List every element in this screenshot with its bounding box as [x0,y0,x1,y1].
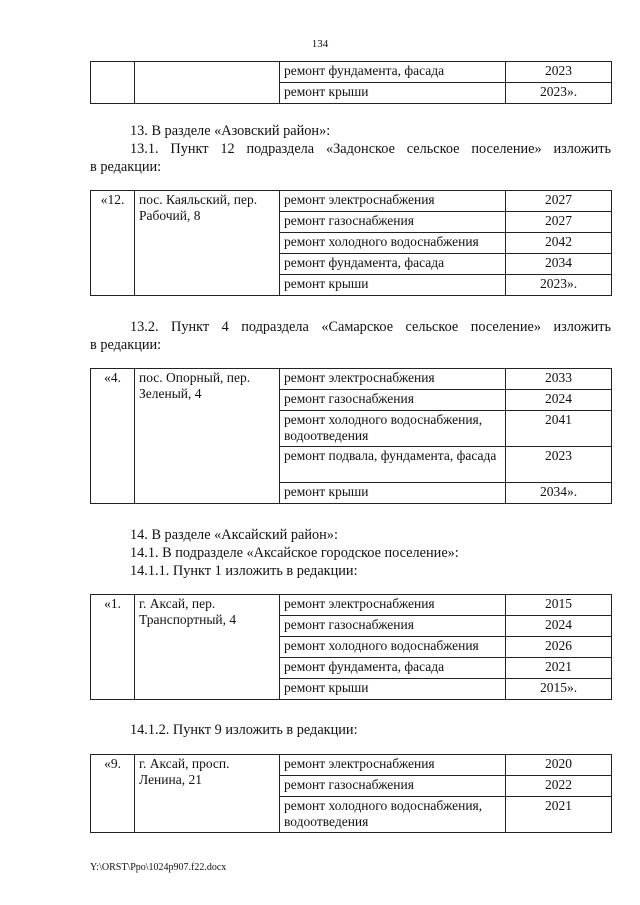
section-13-1-line1: 13.1. Пункт 12 подраздела «Задонское сельское поселение» изложить [130,141,611,157]
table-row [91,369,612,390]
year-cell: 2034 [506,254,612,275]
work-cell: ремонт холодного водоснабжения [280,637,506,658]
table-azov-zadonskoe [90,190,612,296]
work-cell: ремонт подвала, фундамента, фасада [280,447,506,483]
section-13-2-line2: в редакции: [90,337,162,353]
table-aksai-punkt-1 [90,594,612,700]
file-path-footer: Y:\ORST\Ppo\1024p907.f22.docx [90,862,227,873]
number-cell [91,62,135,104]
year-cell: 2015 [506,595,612,616]
work-cell: ремонт электроснабжения [280,755,506,776]
number-cell: «9. [91,755,135,833]
work-cell: ремонт крыши [280,679,506,700]
year-cell: 2027 [506,191,612,212]
year-cell: 2024 [506,616,612,637]
work-cell: ремонт холодного водоснабжения, водоотведения [280,797,506,833]
year-cell: 2023». [506,275,612,296]
work-cell: ремонт газоснабжения [280,776,506,797]
year-cell: 2023 [506,62,612,83]
year-cell: 2022 [506,776,612,797]
year-cell: 2023». [506,83,612,104]
address-cell: г. Аксай, просп. Ленина, 21 [135,755,280,833]
section-13-heading: 13. В разделе «Азовский район»: [130,123,331,139]
work-cell: ремонт газоснабжения [280,212,506,233]
year-cell: 2015». [506,679,612,700]
address-cell: пос. Опорный, пер. Зеленый, 4 [135,369,280,504]
address-cell: г. Аксай, пер. Транспортный, 4 [135,595,280,700]
year-cell: 2020 [506,755,612,776]
section-13-2-line1: 13.2. Пункт 4 подраздела «Самарское сельское поселение» изложить [130,319,611,335]
number-cell: «1. [91,595,135,700]
work-cell: ремонт крыши [280,83,506,104]
year-cell: 2021 [506,797,612,833]
year-cell: 2034». [506,483,612,504]
page-number: 134 [311,38,329,50]
table-row [91,62,612,83]
year-cell: 2033 [506,369,612,390]
work-cell: ремонт электроснабжения [280,191,506,212]
address-cell [135,62,280,104]
year-cell: 2024 [506,390,612,411]
work-cell: ремонт газоснабжения [280,616,506,637]
year-cell: 2023 [506,447,612,483]
table-aksai-punkt-9 [90,754,612,833]
work-cell: ремонт холодного водоснабжения, водоотведения [280,411,506,447]
section-13-1-line2: в редакции: [90,159,162,175]
year-cell: 2042 [506,233,612,254]
year-cell: 2021 [506,658,612,679]
work-cell: ремонт электроснабжения [280,369,506,390]
work-cell: ремонт электроснабжения [280,595,506,616]
section-14-1-text: 14.1. В подразделе «Аксайское городское поселение»: [130,545,459,561]
work-cell: ремонт фундамента, фасада [280,658,506,679]
year-cell: 2026 [506,637,612,658]
section-14-heading: 14. В разделе «Аксайский район»: [130,527,338,543]
work-cell: ремонт холодного водоснабжения [280,233,506,254]
year-cell: 2041 [506,411,612,447]
year-cell: 2027 [506,212,612,233]
table-row [91,755,612,776]
work-cell: ремонт фундамента, фасада [280,254,506,275]
work-cell: ремонт фундамента, фасада [280,62,506,83]
section-14-1-2-text: 14.1.2. Пункт 9 изложить в редакции: [130,722,358,738]
number-cell: «12. [91,191,135,296]
work-cell: ремонт газоснабжения [280,390,506,411]
table-azov-samarskoe [90,368,612,504]
address-cell: пос. Каяльский, пер. Рабочий, 8 [135,191,280,296]
work-cell: ремонт крыши [280,483,506,504]
number-cell: «4. [91,369,135,504]
table-row [91,595,612,616]
table-row [91,191,612,212]
table-continuation [90,61,612,104]
work-cell: ремонт крыши [280,275,506,296]
section-14-1-1-text: 14.1.1. Пункт 1 изложить в редакции: [130,563,358,579]
